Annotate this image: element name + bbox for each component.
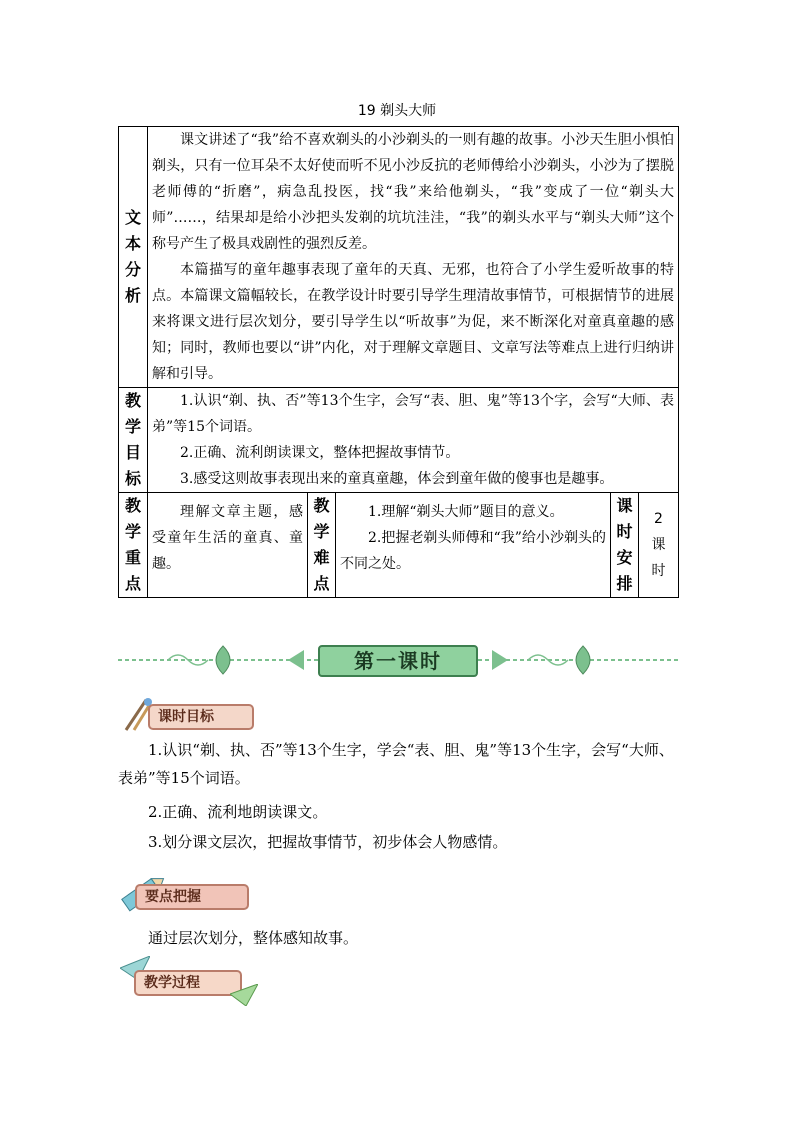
header-char: 学: [124, 522, 141, 541]
analysis-paragraph: 课文讲述了“我”给不喜欢剃头的小沙剃头的一则有趣的故事。小沙天生胆小惧怕剃头，只有一位耳朵不太好使而听不见小沙反抗的老师傅给小沙剃头，小沙为了摆脱老师傅的“折磨”，病急乱投医，找“我”来给他剃头，“我”变成了一位“剃头大师”……，结果却是给小沙把头发剃的坑坑洼洼，“我”的剃头水平与“剃头大师”这个称号产生了极具戏剧性的强烈反差。: [152, 132, 675, 252]
header-char: 目: [124, 443, 141, 462]
goal-item: 3.感受这则故事表现出来的童真童趣，体会到童年做的傻事也是趣事。: [180, 471, 614, 487]
header-char: 标: [124, 469, 141, 488]
goal-item: 2.正确、流利朗读课文，整体把握故事情节。: [180, 445, 460, 461]
header-char: 难: [313, 548, 330, 567]
key-points-tag: 要点把握: [135, 884, 249, 910]
lesson-goal-item: 3.划分课文层次，把握故事情节，初步体会人物感情。: [148, 833, 508, 851]
lesson-goals-tag: 课时目标: [148, 704, 254, 730]
schedule-value: [639, 493, 679, 598]
schedule-char: 课: [651, 537, 666, 553]
schedule-char: 2: [654, 511, 663, 527]
lesson-banner: 第一课时: [318, 645, 478, 677]
goals-row: [119, 388, 679, 493]
header-char: 点: [124, 574, 141, 593]
header-char: 教: [313, 496, 330, 515]
header-char: 析: [124, 286, 141, 305]
paper-plane-icon: [230, 984, 258, 1006]
analysis-header: [119, 127, 148, 388]
lesson-goal-item: 1.认识“剃、执、否”等13个生字，学会“表、胆、鬼”等13个生字，会写“大师、表弟”等15个词语。: [118, 741, 674, 787]
header-char: 教: [124, 391, 141, 410]
focus-header: [119, 493, 148, 598]
header-char: 时: [616, 522, 633, 541]
lesson-goal-item: 2.正确、流利地朗读课文。: [148, 803, 328, 821]
schedule-char: 时: [651, 563, 666, 579]
header-char: 文: [124, 208, 141, 227]
header-char: 学: [124, 417, 141, 436]
focus-text: 理解文章主题，感受童年生活的童真、童趣。: [152, 504, 303, 572]
analysis-content: [148, 127, 679, 388]
focus-content: [148, 493, 308, 598]
analysis-row: [119, 127, 679, 388]
difficulty-item: 1.理解“剃头大师”题目的意义。: [368, 504, 564, 520]
difficulty-header: [308, 493, 336, 598]
document-title: 19 剃头大师: [357, 103, 437, 119]
header-char: 学: [313, 522, 330, 541]
header-char: 本: [124, 234, 141, 253]
schedule-header: [611, 493, 639, 598]
header-char: 排: [616, 574, 633, 593]
difficulty-content: [336, 493, 611, 598]
goals-content: [148, 388, 679, 493]
header-char: 点: [313, 574, 330, 593]
goal-item: 1.认识“剃、执、否”等13个生字，会写“表、胆、鬼”等13个字，会写“大师、表弟”等15个词语。: [152, 393, 675, 435]
focus-row: [119, 493, 679, 598]
header-char: 重: [124, 548, 141, 567]
header-char: 课: [616, 496, 633, 515]
analysis-paragraph: 本篇描写的童年趣事表现了童年的天真、无邪，也符合了小学生爱听故事的特点。本篇课文篇幅较长，在教学设计时要引导学生理清故事情节，可根据情节的进展来将课文进行层次划分，要引导学生以“听故事”为促，来不断深化对童真童趣的感知；同时，教师也要以“讲”内化，对于理解文章题目、文章写法等难点上进行归纳讲解和引导。: [152, 262, 675, 382]
goals-header: [119, 388, 148, 493]
process-tag: 教学过程: [134, 970, 242, 996]
header-char: 教: [124, 496, 141, 515]
header-char: 安: [616, 548, 633, 567]
lesson-plan-table: [118, 126, 679, 598]
difficulty-item: 2.把握老剃头师傅和“我”给小沙剃头的不同之处。: [340, 530, 606, 572]
key-points-text: 通过层次划分，整体感知故事。: [148, 929, 359, 947]
header-char: 分: [124, 260, 141, 279]
